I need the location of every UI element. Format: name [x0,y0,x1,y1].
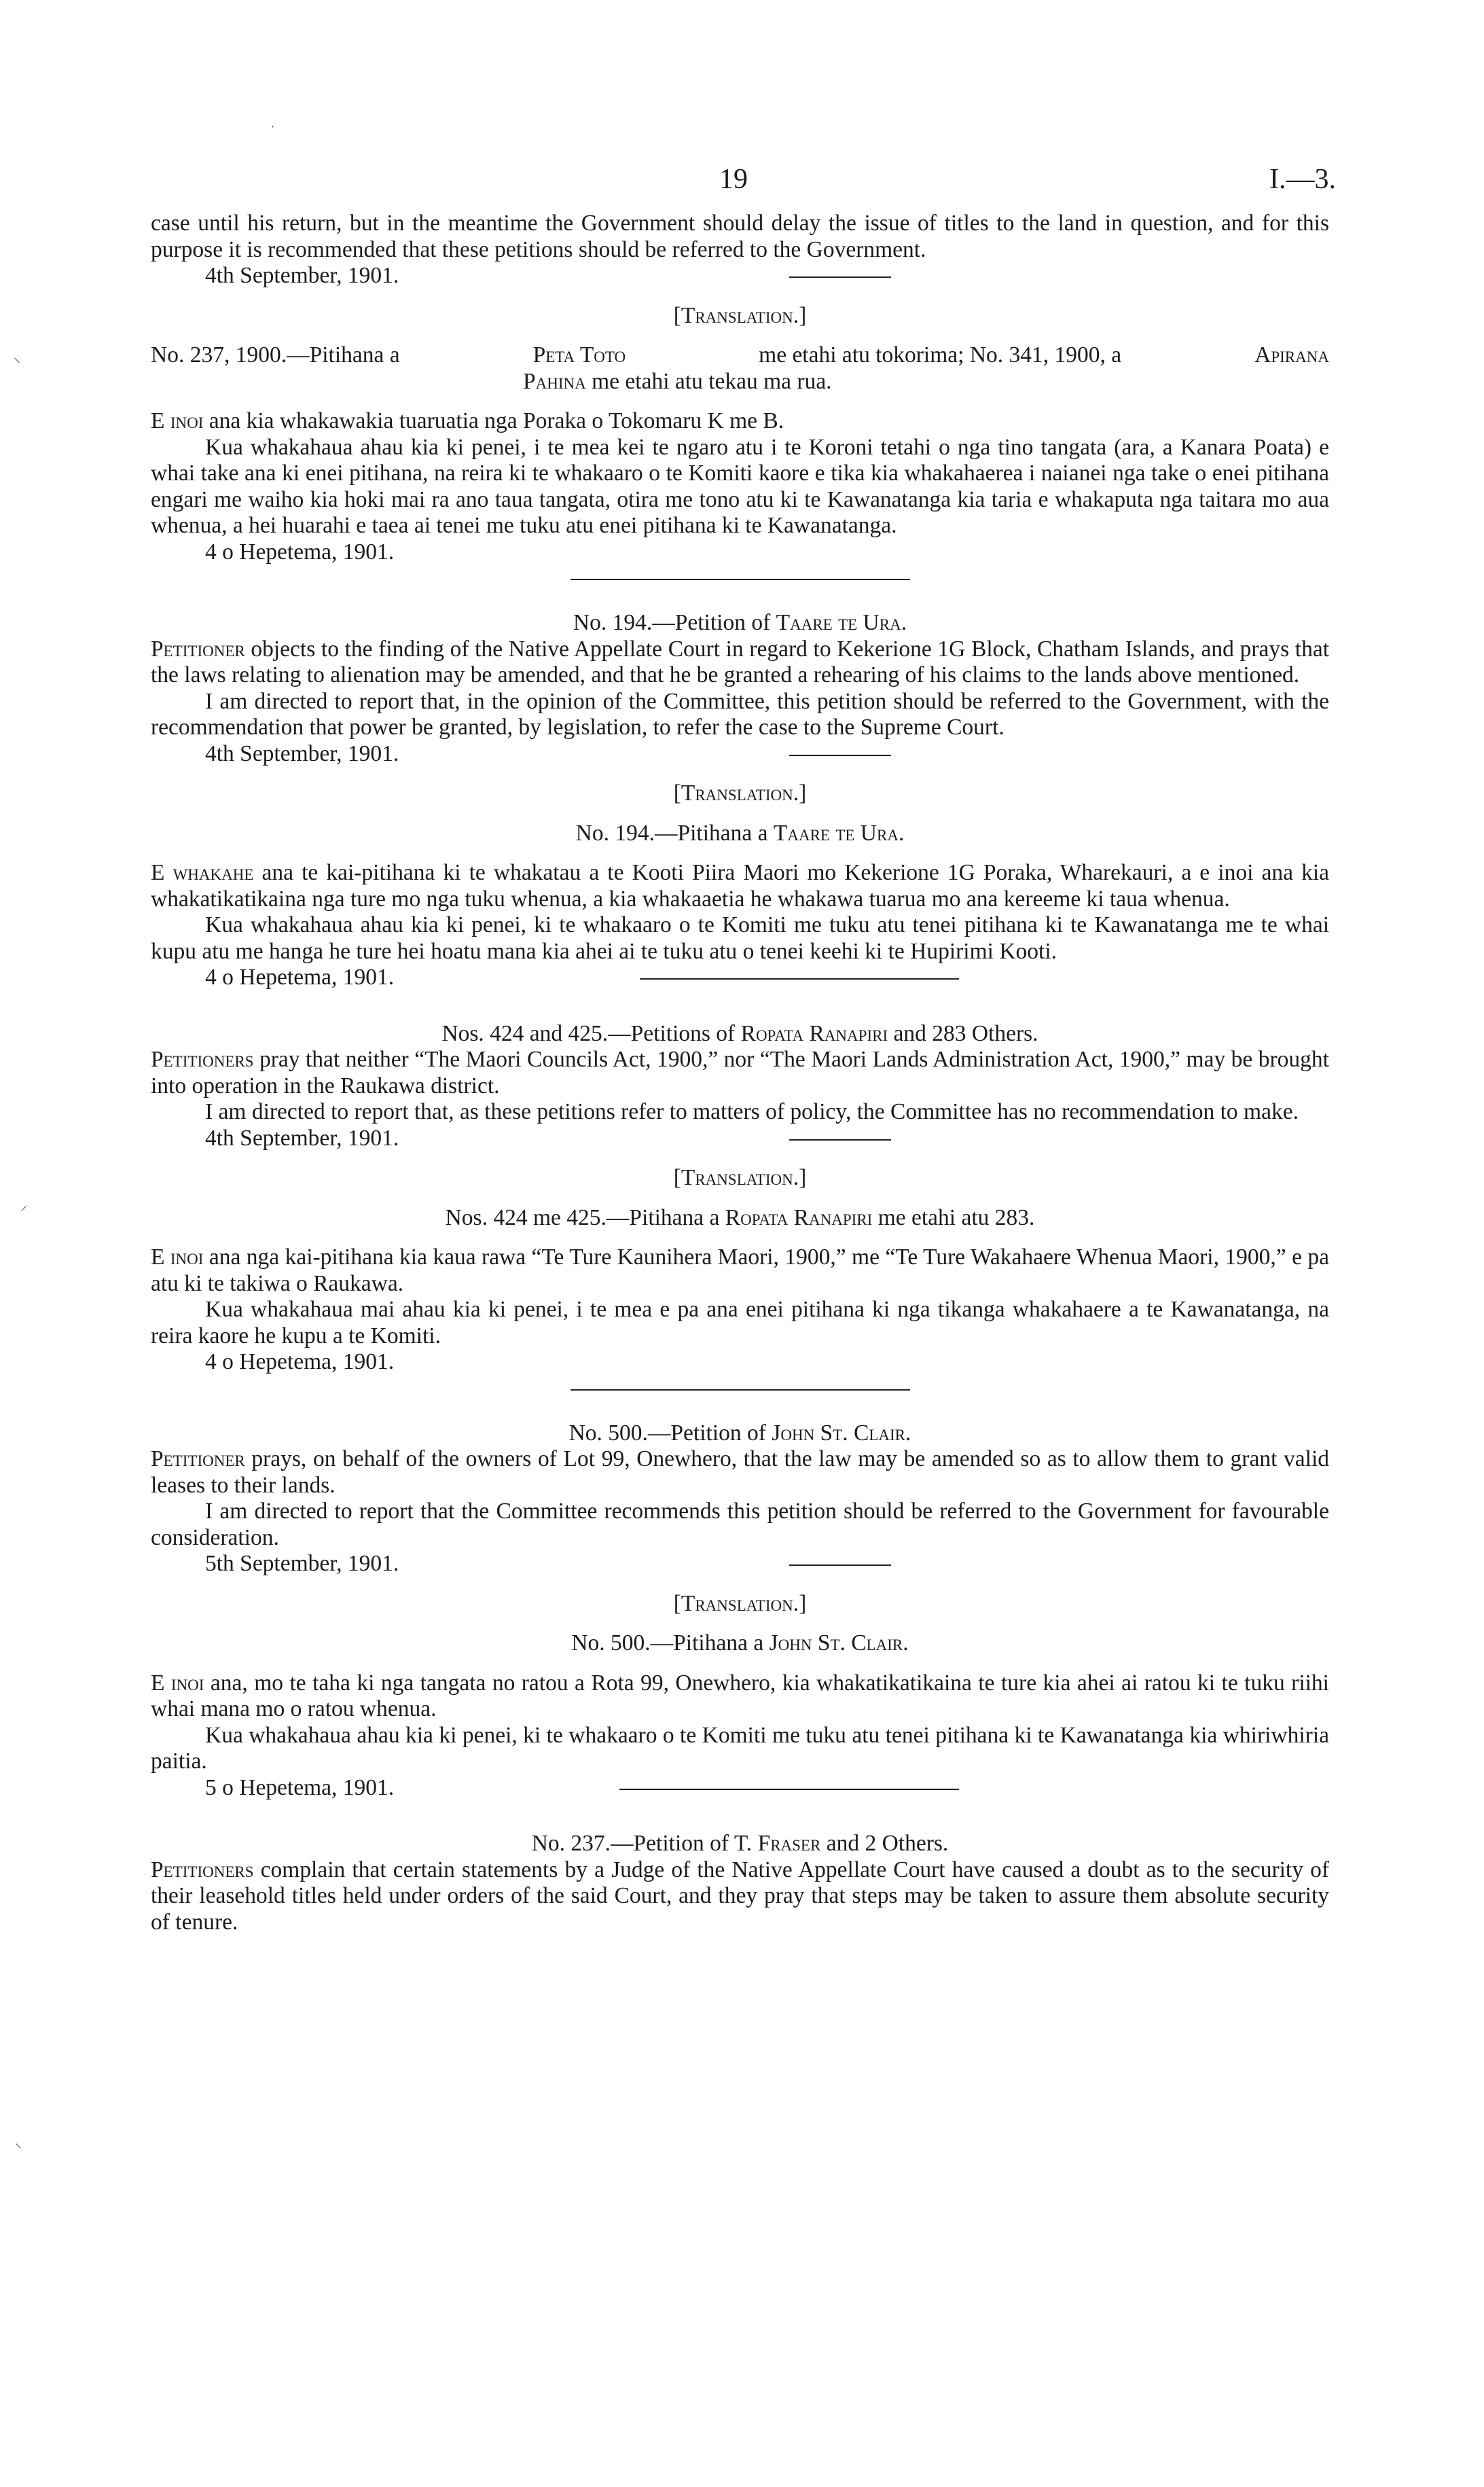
heading-part: me etahi atu 283. [877,1204,1035,1230]
petition-heading [151,1831,1329,1857]
paragraph-text: ana, mo te taha ki nga tangata no ratou a Rota 99, Onewhero, kia whakatikatikaina te ture kia ahei ai ratou ki te tuku riihi whai mana mo o ratou whenua. [151,1670,1329,1721]
intro-date-text: 4th September, 1901. [205,263,399,288]
heading-part: No. 194.—Petition of [573,610,771,635]
paragraph [151,408,1329,435]
heading-part: No. 194.—Pitihana a [575,820,768,846]
petitioner-name: John St. Clair. [772,1420,911,1446]
lead-word: Petitioner [151,636,245,662]
paragraph: I am directed to report that, in the opinion of the Committee, this petition should be referred to the Government, with the recommendation that power be granted, by legislation, to refer the case to the Supreme Court. [151,688,1329,740]
page-header [151,163,1336,211]
petitioner-name: Taare te Ura. [773,820,905,846]
date-line [205,965,1329,991]
heading-part: and 283 Others. [893,1020,1038,1046]
paragraph-text: prays, on behalf of the owners of Lot 99, Onewhero, that the law may be amended so as to allow them to grant valid leases to their lands. [151,1446,1330,1498]
date-text: 4th September, 1901. [205,740,399,766]
paragraph [151,1446,1329,1499]
document-page [151,163,1336,1935]
document-reference: I.—3. [1269,164,1336,195]
intro-continuation: case until his return, but in the meantime the Government should delay the issue of titles to the land in question, and for this purpose it is recommended that these petitions should be referred to the Government. [151,211,1329,262]
intro-date [205,263,1329,289]
paragraph [151,1245,1329,1297]
date-line [205,1551,1329,1577]
translation-label: [Translation.] [673,1590,807,1616]
date-text: 4 o Hepetema, 1901. [205,1349,395,1374]
petition-heading [151,1420,1329,1447]
scan-speck: ⸌ [14,356,20,371]
date-line [205,1775,1329,1802]
petitioner-name: John St. Clair. [769,1630,909,1656]
signature-rule [789,1564,891,1566]
lead-word: E inoi [151,408,204,433]
heading-part: and 2 Others. [826,1831,949,1856]
heading-part: Nos. 424 and 425.—Petitions of [441,1020,736,1046]
date-text: 4 o Hepetema, 1901. [205,965,395,990]
translation-heading [151,342,1329,395]
paragraph-text: ana te kai-pitihana ki te whakatau a te Kooti Piira Maori mo Kekerione 1G Poraka, Wharekauri, a e inoi ana kia whakatikatikaina nga ture mo nga tuku whenua, a kia whakaaetia he whakawa tuarua mo ana kereeme ki taua whenua. [151,860,1330,912]
petitioner-name: Fraser [757,1831,821,1856]
petitioner-name: Taare te Ura. [776,610,907,635]
lead-word: E inoi [151,1245,204,1270]
paragraph [151,1670,1329,1723]
paragraph [151,1047,1329,1099]
signature-rule [789,755,891,756]
heading-part: me etahi atu tokorima; No. 341, 1900, a [759,342,1122,368]
paragraph-text: complain that certain statements by a Judge of the Native Appellate Court have caused a doubt as to the security of their leasehold titles held under orders of the said Court, and they pray that steps may be taken to assure them absolute security of tenure. [151,1857,1330,1935]
petitioner-name: Peta Toto [532,342,626,368]
translation-heading [151,1630,1329,1657]
paragraph-text: ana kia whakawakia tuaruatia nga Poraka o Tokomaru K me B. [209,408,784,433]
date-line [205,1126,1329,1152]
date-text: 4 o Hepetema, 1901. [205,539,395,565]
heading-part: No. 500.—Petition of [568,1420,766,1446]
date-text: 5th September, 1901. [205,1551,399,1576]
paragraph: I am directed to report that, as these petitions refer to matters of policy, the Committee has no recommendation to make. [205,1099,1299,1124]
page-number: 19 [719,164,748,195]
lead-word: Petitioner [151,1446,245,1471]
translation-label: [Translation.] [673,781,807,806]
paragraph: Kua whakahaua ahau kia ki penei, i te mea kei te ngaro atu i te Koroni tetahi o nga tino tangata (ara, a Kanara Poata) e whai take ana ki enei pitihana, na reira ki te whakaaro o te Komiti kaore e tika kia whakahaerea i naianei nga take o enei pitihana engari me waiho kia hoki mai ra ano taua tangata, otira me tono atu ki te Kawanatanga kia taria e whakaputa nga taitara mo aua whenua, a hei huarahi e taea ai tenei me tuku atu enei pitihana ki te Kawanatanga. [151,434,1329,538]
lead-word: Petitioners [151,1857,254,1882]
heading-part: No. 237, 1900.—Pitihana a [151,342,400,368]
scan-speck: · [270,120,275,135]
paragraph-text: objects to the finding of the Native Appellate Court in regard to Kekerione 1G Block, Chatham Islands, and prays that the laws relating to alienation may be amended, and that he be granted a rehearing of his claims to the lands above mentioned. [151,636,1330,687]
petitioner-name: Ropata Ranapiri [740,1020,888,1046]
paragraph [151,637,1329,689]
signature-rule [789,1139,891,1141]
section-separator [640,978,959,980]
heading-part: me etahi atu tekau ma rua. [592,368,832,394]
date-text: 5 o Hepetema, 1901. [205,1774,395,1800]
date-line [205,1349,1329,1376]
paragraph [151,1857,1329,1936]
translation-heading [151,1205,1329,1232]
translation-label: [Translation.] [673,302,807,328]
petitioner-name: Apirana [1254,342,1329,368]
paragraph [151,860,1329,912]
date-line [205,741,1329,768]
scan-speck: ⸜ [15,2136,22,2151]
section-separator [619,1789,959,1790]
paragraph: Kua whakahaua ahau kia ki penei, ki te whakaaro o te Komiti me tuku atu tenei pitihana ki te Kawanatanga me te whai kupu atu me hanga he ture hei hoatu mana kia ahei ai te tuku atu o tenei keehi ki te Hupirimi Kooti. [151,912,1329,964]
translation-label: [Translation.] [673,1165,807,1190]
paragraph: I am directed to report that the Committee recommends this petition should be referred to the Government for favourable consideration. [151,1499,1329,1550]
scan-speck: ⸝ [20,1198,27,1213]
paragraph-text: ana nga kai-pitihana kia kaua rawa “Te Ture Kaunihera Maori, 1900,” me “Te Ture Wakahaere Whenua Maori, 1900,” e pa atu ki te takiwa o Raukawa. [151,1245,1329,1296]
petition-heading [151,1021,1329,1048]
lead-word: E whakahe [151,860,254,885]
heading-part: No. 500.—Pitihana a [571,1630,764,1656]
paragraph: Kua whakahaua mai ahau kia ki penei, i te mea e pa ana enei pitihana ki nga tikanga whakahaere a te Kawanatanga, na reira kaore he kupu a te Komiti. [151,1297,1329,1348]
paragraph-text: pray that neither “The Maori Councils Act, 1900,” nor “The Maori Lands Administration Act, 1900,” may be brought into operation in the Raukawa district. [151,1047,1329,1098]
translation-heading [151,821,1329,847]
date-text: 4th September, 1901. [205,1125,399,1151]
signature-rule [789,276,891,278]
heading-part: No. 237.—Petition of T. [531,1831,753,1856]
heading-part: Nos. 424 me 425.—Pitihana a [445,1204,720,1230]
paragraph: Kua whakahaua ahau kia ki penei, ki te whakaaro o te Komiti me tuku atu tenei pitihana ki te Kawanatanga kia whiriwhiria paitia. [151,1722,1329,1774]
lead-word: Petitioners [151,1047,254,1072]
petitioner-name: Ropata Ranapiri [725,1204,873,1230]
lead-word: E inoi [151,1670,204,1696]
petition-heading [151,610,1329,637]
date-line [205,539,1329,566]
petitioner-name: Pahina [523,368,586,394]
